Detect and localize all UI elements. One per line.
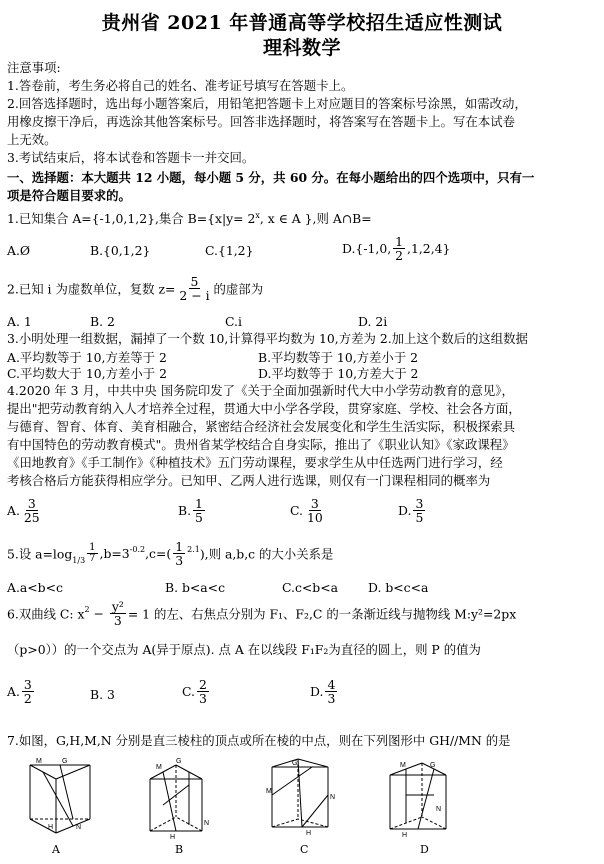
q6-tail: = 1 的左、右焦点分别为 F₁、F₂,C 的一条渐近线与抛物线 M:y²=2px [127, 606, 517, 622]
q2-stem: 2.已知 i 为虚数单位，复数 z= [7, 281, 176, 297]
q2-tail: 的虚部为 [213, 281, 264, 297]
q5-option-a: A.a<b<c [7, 580, 63, 595]
option-letter: D. [398, 503, 412, 519]
q4-line: 与德育、智育、体育、美育相融合，紧密结合经济社会发展变化和学生生活实际，积极探索具 [7, 419, 516, 434]
point-h-label: H [48, 824, 54, 831]
point-g-label: G [62, 758, 68, 765]
option-letter: C. [290, 503, 303, 519]
point-m-label: M [156, 764, 162, 771]
q1-d-tail: ,1,2,4} [407, 241, 451, 257]
q2-fraction [177, 275, 211, 302]
denominator: 2 − i [179, 288, 210, 304]
numerator: 3 [310, 496, 319, 511]
denominator: 3 [198, 691, 207, 707]
denominator: 7 [89, 553, 96, 565]
numerator: 1 [395, 234, 404, 249]
point-h-label: H [306, 830, 312, 837]
denominator: 5 [415, 510, 424, 526]
point-h-label: H [402, 832, 408, 839]
figure-b-label: B [175, 843, 184, 856]
option-letter: C. [182, 684, 195, 700]
q4-option-d [398, 497, 427, 524]
denominator: 3 [113, 613, 122, 629]
numerator: 1 [175, 539, 184, 554]
q3-option-d: D.平均数等于 10,方差大于 2 [258, 366, 419, 381]
numerator: 4 [327, 677, 336, 692]
denominator: 2 [395, 248, 404, 264]
numerator: 5 [190, 274, 199, 289]
option-fraction [22, 497, 42, 524]
q4-line: 提出"把劳动教育纳入人才培养全过程，贯通大中小学各学段，贯穿家庭、学校、社会各方面， [7, 401, 521, 416]
q6-stem: 6.双曲线 C: x [7, 606, 85, 622]
q2-option-a: A. 1 [7, 314, 32, 329]
q5-b: ,b=3 [99, 546, 130, 562]
q3-option-b: B.平均数等于 10,方差小于 2 [258, 350, 419, 365]
option-fraction [197, 678, 209, 705]
exam-subtitle: 理科数学 [262, 37, 341, 59]
point-m-label: M [36, 758, 42, 765]
q1-exponent: x [255, 211, 260, 220]
prism-figure-d [380, 755, 470, 840]
option-letter: B. [178, 503, 192, 519]
point-n-label: N [204, 820, 210, 827]
q6-option-b: B. 3 [90, 687, 115, 702]
q4-line: 4.2020 年 3 月，中共中央 国务院印发了《关于全面加强新时代大中小学劳动教育的意见》， [7, 383, 514, 398]
notice-line: 2.回答选择题时，选出每小题答案后，用铅笔把答题卡上对应题目的答案标号涂黑，如需改动， [7, 96, 527, 111]
figure-c-label: C [300, 843, 309, 856]
denominator: 3 [327, 691, 336, 707]
q5-option-c: C.c<b<a [282, 580, 338, 595]
q1-option-c: C.{1,2} [205, 243, 254, 258]
q4-line: 考核合格后方能获得相应学分。已知甲、乙两人进行选课，则仅有一门课程相同的概率为 [7, 473, 491, 488]
section-heading-cont: 项是符合题目要求的。 [7, 188, 131, 203]
denominator: 25 [23, 510, 40, 526]
numerator: 3 [27, 496, 36, 511]
denominator: 10 [306, 510, 323, 526]
denominator: 5 [195, 510, 203, 526]
q4-option-c [290, 497, 327, 524]
q6-fraction [110, 600, 126, 627]
prism-figure-a [18, 755, 108, 840]
q2-option-b: B. 2 [90, 314, 115, 329]
point-g-label: G [176, 758, 182, 765]
point-n-label: N [330, 794, 336, 801]
question-7: 7.如图，G,H,M,N 分别是直三棱柱的顶点或所在棱的中点，则在下列图形中 GH//MN 的是 [7, 733, 511, 748]
q6-minus: − [89, 606, 108, 622]
question-6 [7, 600, 516, 627]
point-g-label: G [430, 762, 436, 769]
numerator: 3 [23, 677, 32, 692]
q5-c: ,c=( [145, 546, 172, 562]
numerator: 3 [415, 496, 424, 511]
q5-a: 5.设 a=log [7, 546, 73, 562]
exam-title: 贵州省 2021 年普通高等学校招生适应性测试 [101, 12, 503, 34]
denominator: 2 [23, 691, 32, 707]
q5-b-exponent: -0.2 [129, 544, 146, 554]
q1-d-fraction [393, 235, 405, 262]
q5-option-d: D. b<c<a [368, 580, 429, 595]
notice-line: 3.考试结束后，将本试卷和答题卡一并交回。 [7, 150, 255, 165]
point-h-label: H [170, 834, 176, 840]
prism-figure-c [262, 755, 352, 840]
q6-option-c [182, 678, 211, 705]
point-m-label: M [400, 762, 406, 769]
q2-option-d: D. 2i [358, 314, 388, 329]
point-n-label: N [436, 806, 442, 813]
point-m-label: M [266, 788, 272, 795]
option-fraction [325, 678, 337, 705]
option-letter: A. [7, 503, 20, 519]
q6-option-d [310, 678, 339, 705]
q3-option-c: C.平均数大于 10,方差小于 2 [7, 366, 167, 381]
notice-heading: 注意事项: [7, 60, 61, 75]
q5-c-exponent: 2.1 [187, 544, 200, 554]
option-fraction [193, 497, 205, 524]
q3-option-a: A.平均数等于 10,方差等于 2 [7, 350, 167, 365]
question-2 [7, 275, 263, 302]
figure-d-label: D [420, 843, 429, 856]
q1-stem: 1.已知集合 A={-1,0,1,2},集合 B={x|y= 2 [7, 211, 256, 227]
section-heading: 一、选择题：本大题共 12 小题，每小题 5 分，共 60 分。在每小题给出的四个选项中，只有一 [7, 170, 535, 185]
q1-option-a: A.Ø [7, 243, 31, 258]
q1-tail: , x ∈ A },则 A∩B= [259, 211, 372, 227]
q4-line: 有中国特色的劳动教育模式"。贵州省某学校结合自身实际，推出了《职业认知》《家政课程》 [7, 437, 515, 452]
numerator: y² [111, 599, 124, 614]
q6-square: 2 [84, 604, 90, 614]
q5-option-b: B. b<a<c [165, 580, 226, 595]
point-n-label: N [76, 824, 82, 831]
q2-option-c: C.i [225, 314, 242, 329]
point-g-label: G [292, 760, 298, 767]
q6-option-a [7, 678, 36, 705]
option-fraction [413, 497, 425, 524]
q4-option-b [178, 497, 207, 524]
q1-option-b: B.{0,1,2} [90, 243, 151, 258]
question-1 [7, 208, 598, 226]
q1-option-d [342, 235, 450, 262]
numerator: 1 [195, 496, 203, 511]
option-fraction [305, 497, 325, 524]
figure-a-label: A [52, 843, 60, 856]
question-3: 3.小明处理一组数据，漏掉了一个数 10,计算得平均数为 10,方差为 2.加上这个数后的这组数据 [7, 331, 528, 346]
notice-line: 用橡皮擦干净后，再选涂其他答案标号。回答非选择题时，将答案写在答题卡上。写在本试卷 [7, 114, 516, 129]
q1-d-head: D.{-1,0, [342, 241, 392, 257]
q4-line: 《田地教育》《手工制作》《种植技术》五门劳动课程，要求学生从中任选两门进行学习，经 [7, 455, 503, 470]
notice-line: 上无效。 [7, 132, 57, 147]
denominator: 3 [175, 553, 184, 569]
q4-option-a [7, 497, 44, 524]
option-fraction [22, 678, 34, 705]
q5-c-fraction [173, 540, 185, 567]
q5-log-base: 1/3 [72, 556, 86, 566]
numerator: 1 [89, 541, 96, 553]
numerator: 2 [198, 677, 207, 692]
option-letter: D. [310, 684, 324, 700]
q6-line-2: （p>0））的一个交点为 A(异于原点). 点 A 在以线段 F₁F₂为直径的圆上，则 P 的值为 [7, 642, 481, 657]
q5-tail: ),则 a,b,c 的大小关系是 [199, 546, 334, 562]
prism-figure-b [140, 755, 230, 840]
q5-a-fraction [87, 543, 97, 565]
question-5 [7, 540, 333, 567]
notice-line: 1.答卷前，考生务必将自己的姓名、准考证号填写在答题卡上。 [7, 78, 354, 93]
option-letter: A. [7, 684, 20, 700]
